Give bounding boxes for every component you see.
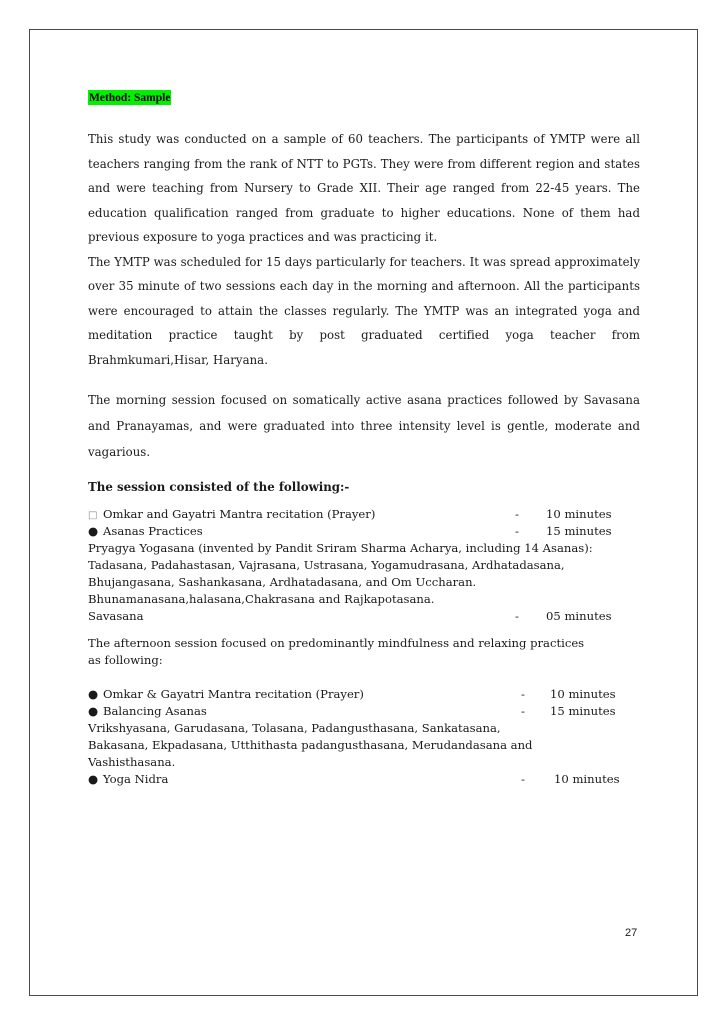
- paragraph-sample: This study was conducted on a sample of 60 teachers. The participants of YMTP were all teachers ranging from the rank of NTT to PGTs. They were from different region and states and were teaching from Nursery to Grade XII. Their age ranged from 22-45 years. The education qualification ranged from graduate to higher educations. None of them had previous exposure to yoga practices and was practicing it.: [88, 132, 640, 244]
- bullet-icon: ●: [88, 687, 99, 701]
- list-text: Bhunamanasana,halasana,Chakrasana and Rajkapotasana.: [88, 592, 435, 606]
- list-item: ● Omkar & Gayatri Mantra recitation (Prayer) - 10 minutes: [88, 687, 616, 701]
- list-item: ● Asanas Practices - 15 minutes: [88, 524, 612, 538]
- list-text: Pryagya Yogasana (invented by Pandit Sriram Sharma Acharya, including 14 Asanas):: [88, 541, 593, 555]
- paragraph-ymtp: The YMTP was scheduled for 15 days particularly for teachers. It was spread approximately over 35 minute of two sessions each day in the morning and afternoon. All the participants were encouraged to attain the classes regularly. The YMTP was an integrated yoga and meditation practice taught by post graduated certified yoga teacher from Brahmkumari,Hisar, Haryana.: [88, 254, 640, 367]
- morning-session-list: [88, 506, 640, 625]
- list-text: Bakasana, Ekpadasana, Utthithasta padangusthasana, Merudandasana and: [88, 738, 533, 752]
- list-text: Vrikshyasana, Garudasana, Tolasana, Padangusthasana, Sankatasana,: [88, 721, 501, 735]
- bullet-icon: ●: [88, 524, 99, 538]
- bullet-icon: ●: [88, 772, 99, 786]
- session-title: The session consisted of the following:-: [88, 480, 350, 494]
- afternoon-intro: The afternoon session focused on predominantly mindfulness and relaxing practices as following:: [88, 636, 585, 667]
- list-item: ● Balancing Asanas - 15 minutes: [88, 704, 616, 718]
- list-item: Savasana - 05 minutes: [88, 609, 612, 623]
- document-body: [88, 86, 640, 788]
- list-text: Bhujangasana, Sashankasana, Ardhatadasana, and Om Uccharan.: [88, 575, 477, 589]
- paragraph-morning-session: The morning session focused on somatically active asana practices followed by Savasana and Pranayamas, and were graduated into three intensity level is gentle, moderate and vagarious.: [88, 393, 640, 459]
- list-item: □ Omkar and Gayatri Mantra recitation (Prayer) - 10 minutes: [88, 506, 640, 523]
- section-heading: Method: Sample: [89, 92, 171, 104]
- bullet-icon: ●: [88, 704, 99, 718]
- page-number: 27: [625, 927, 638, 939]
- list-text: Tadasana, Padahastasan, Vajrasana, Ustrasana, Yogamudrasana, Ardhatadasana,: [88, 558, 565, 572]
- afternoon-session-list: [88, 686, 640, 788]
- list-text: Vashisthasana.: [88, 755, 176, 769]
- checkbox-bullet-icon: □: [88, 510, 98, 521]
- list-item: ● Yoga Nidra - 10 minutes: [88, 772, 620, 786]
- heading-row: [88, 86, 640, 104]
